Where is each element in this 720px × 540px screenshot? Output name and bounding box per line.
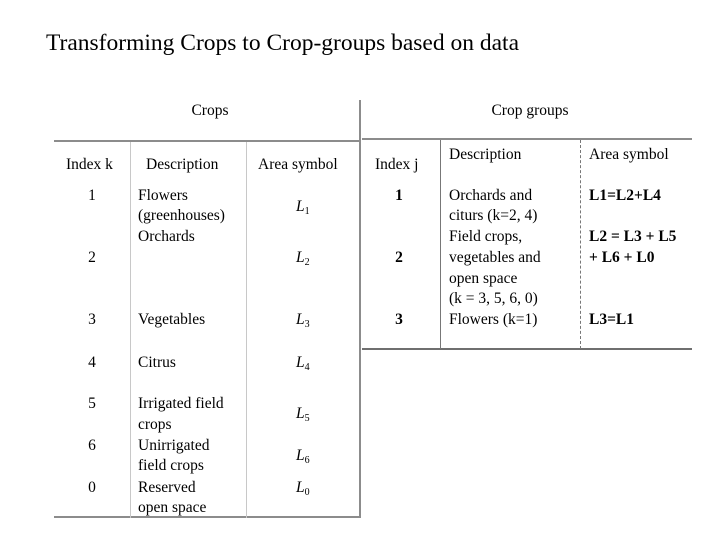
crops-header-top-rule [54, 140, 360, 142]
crop-groups-row-2-symbol-line1: L2 = L3 + L5 [589, 228, 677, 245]
crops-row-4-symbol-base: L [296, 354, 305, 371]
crops-row-6-symbol-sub: 6 [304, 455, 310, 466]
crops-row-1-index: 1 [88, 187, 96, 204]
page-title: Transforming Crops to Crop-groups based on data [46, 30, 520, 56]
crops-row-5-symbol-sub: 5 [304, 413, 310, 424]
crop-groups-row-2-desc-line1: Field crops, [449, 228, 523, 245]
crop-groups-column-rule-1 [440, 140, 441, 349]
crops-row-2-symbol [296, 247, 310, 273]
crop-groups-heading: Crop groups [491, 102, 569, 119]
crops-row-6-index: 6 [88, 437, 96, 454]
crops-row-5-symbol-base: L [296, 405, 305, 422]
crops-row-5-desc-line2: crops [138, 416, 172, 433]
crops-heading: Crops [191, 102, 229, 119]
crops-row-3-symbol-sub: 3 [304, 319, 310, 330]
crops-row-2-desc-line1: Orchards [138, 228, 195, 245]
crop-groups-header-description: Description [449, 146, 522, 163]
crops-row-2-symbol-sub: 2 [304, 257, 310, 268]
crops-row-5-index: 5 [88, 395, 96, 412]
crop-groups-header-top-rule [362, 138, 692, 140]
table-divider [359, 100, 361, 518]
crops-row-2-index: 2 [88, 249, 96, 266]
crop-groups-header-area-symbol: Area symbol [589, 146, 669, 163]
crops-row-5-symbol [296, 403, 310, 429]
crop-groups-row-1-index: 1 [395, 187, 403, 204]
crops-row-3-symbol-base: L [296, 311, 305, 328]
crop-groups-row-3-symbol: L3=L1 [589, 311, 635, 328]
crops-row-7-desc-line1: Reserved [138, 479, 196, 496]
crops-column-rule-2 [246, 142, 247, 518]
crops-row-6-desc-line1: Unirrigated [138, 437, 210, 454]
crops-row-3-index: 3 [88, 311, 96, 328]
crop-groups-row-2-index: 2 [395, 249, 403, 266]
crops-row-4-symbol-sub: 4 [304, 362, 310, 373]
crop-groups-header-index: Index j [375, 156, 419, 173]
crops-row-7-symbol [296, 477, 310, 503]
crops-row-7-symbol-sub: 0 [304, 487, 310, 498]
crops-row-5-desc-line1: Irrigated field [138, 395, 224, 412]
crops-row-3-symbol [296, 309, 310, 335]
crops-row-1-desc-line1: Flowers [138, 187, 188, 204]
crops-row-6-symbol-base: L [296, 447, 305, 464]
crops-row-4-index: 4 [88, 354, 96, 371]
crop-groups-row-2-desc-line3: open space [449, 270, 518, 287]
crops-row-6-symbol [296, 445, 310, 471]
crops-row-7-index: 0 [88, 479, 96, 496]
crop-groups-bottom-rule [362, 348, 692, 350]
crops-row-7-desc-line2: open space [138, 499, 207, 516]
crops-row-1-symbol-sub: 1 [304, 206, 310, 217]
crops-header-index [66, 154, 113, 175]
crops-header-area-symbol: Area symbol [258, 156, 338, 173]
crops-bottom-rule [54, 516, 360, 518]
crop-groups-column-rule-2 [580, 140, 581, 349]
crop-groups-row-2-desc-line2: vegetables and [449, 249, 541, 266]
crop-groups-row-1-desc-line2: citurs (k=2, 4) [449, 207, 538, 224]
crops-row-4-symbol [296, 352, 310, 378]
crop-groups-row-1-desc-line1: Orchards and [449, 187, 533, 204]
crop-groups-row-2-desc-line4: (k = 3, 5, 6, 0) [449, 290, 538, 307]
crops-header-description: Description [146, 156, 219, 173]
crops-row-7-symbol-base: L [296, 479, 305, 496]
crops-row-1-symbol-base: L [296, 198, 305, 215]
crop-groups-row-3-index: 3 [395, 311, 403, 328]
crops-row-6-desc-line2: field crops [138, 457, 204, 474]
crops-row-4-desc-line1: Citrus [138, 354, 176, 371]
crops-column-rule-1 [130, 142, 131, 518]
crops-row-1-symbol [296, 196, 310, 222]
crop-groups-row-3-desc-line1: Flowers (k=1) [449, 311, 538, 328]
crops-row-3-desc-line1: Vegetables [138, 311, 206, 328]
crop-groups-row-1-symbol: L1=L2+L4 [589, 187, 661, 204]
crops-row-1-desc-line2: (greenhouses) [138, 207, 225, 224]
crops-header-index-label: Index k [66, 156, 113, 173]
crops-row-2-symbol-base: L [296, 249, 305, 266]
crop-groups-row-2-symbol-line2: + L6 + L0 [589, 249, 655, 266]
